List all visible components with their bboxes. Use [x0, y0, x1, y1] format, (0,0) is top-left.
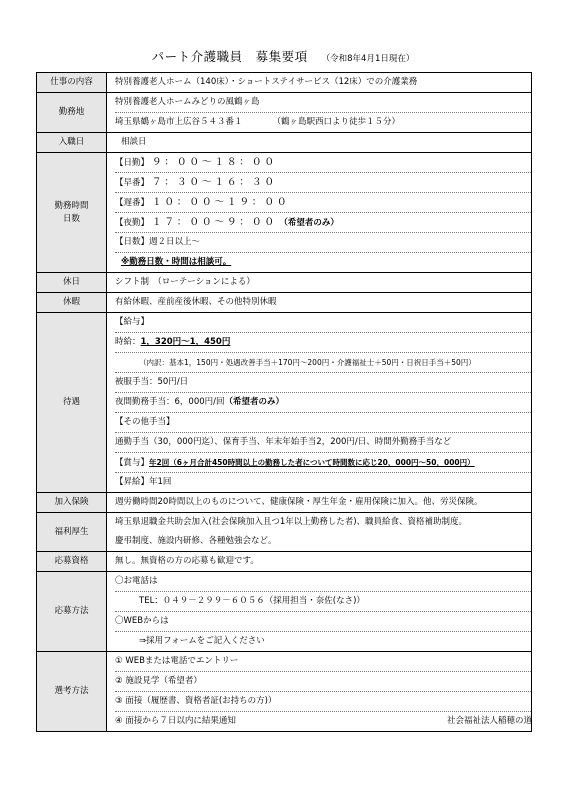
row-treatment [37, 313, 532, 493]
bonus: 【賞与】年2回（6ヶ月合計450時間以上の勤務した者について時間数に応じ20，000円～50，000円） [115, 452, 531, 472]
apply-web: ⇒採用フォームをご記入ください [115, 631, 531, 651]
apply-web-heading: 〇WEBからは [115, 611, 531, 631]
selection-step-1: ① WEBまたは電話でエントリー [115, 656, 239, 666]
label-treatment: 待遇 [37, 313, 107, 493]
location-access: （鶴ヶ島駅西口より徒歩１５分） [272, 117, 401, 127]
start-text: 相談日 [121, 137, 147, 147]
pay-heading: 【給与】 [115, 317, 150, 327]
other-allowance-heading: 【その他手当】 [115, 412, 531, 432]
page-title [0, 47, 566, 65]
label-leave: 休暇 [37, 293, 107, 313]
label-insurance: 加入保険 [37, 493, 107, 513]
shift-night: 【夜勤】 １７：００～９：００ （希望者のみ） [115, 212, 531, 232]
row-insurance [37, 493, 532, 513]
selection-step-4: ④ 面接から７日以内に結果通知 [115, 711, 531, 731]
title-main: パート介護職員 募集要項 [151, 49, 308, 64]
location-address: 埼玉県鶴ヶ島市上広谷５４３番１ [115, 117, 243, 127]
row-apply [37, 572, 532, 652]
qualification-text: 無し。無資格の方の応募も歓迎です。 [115, 556, 259, 566]
location-facility: 特別養護老人ホームみどりの風鶴ヶ島 [115, 97, 260, 107]
wage-breakdown: （内訳：基本1，150円・処遇改善手当＋170円～200円・介護福祉士＋50円・日祝日手当＋50円） [115, 352, 531, 372]
label-job: 仕事の内容 [37, 73, 107, 93]
shift-early: 【早番】 ７：３０～１６：３０ [115, 172, 531, 192]
work-days: 【日数】週２日以上～ [115, 232, 531, 252]
label-hours: 勤務時間 [54, 200, 89, 211]
organization-name: 社会福祉法人稲穂の道 [446, 716, 532, 726]
welfare-line-1: 埼玉県退職金共助会加入(社会保険加入且つ1年以上勤務した者)、職員給食、資格補助制度。 [115, 517, 468, 527]
label-apply: 応募方法 [37, 572, 107, 652]
selection-step-3: ③ 面接（履歴書、資格者証(お持ちの方)） [115, 691, 531, 711]
label-days: 日数 [62, 213, 80, 224]
requirements-table [36, 72, 532, 732]
row-qualification [37, 552, 532, 572]
row-location [37, 93, 532, 133]
label-qualification: 応募資格 [37, 552, 107, 572]
row-holiday [37, 273, 532, 293]
other-allowances: 通勤手当（30，000円迄）、保育手当、年末年始手当2，200円/日、時間外勤務手当など [115, 432, 531, 452]
label-location: 勤務地 [37, 93, 107, 133]
label-start: 入職日 [37, 133, 107, 153]
label-holiday: 休日 [37, 273, 107, 293]
label-welfare: 福利厚生 [37, 513, 107, 552]
raise: 【昇給】年1回 [115, 472, 531, 492]
holiday-text: シフト制 （ローテーションによる） [115, 277, 255, 287]
row-job [37, 73, 532, 93]
selection-step-2: ② 施設見学（希望者） [115, 671, 531, 691]
row-leave [37, 293, 532, 313]
apply-phone: TEL：０４９－２９９－６０５６（採用担当・奈佐(なさ)） [115, 591, 531, 611]
shift-day: 【日勤】 ９：００～１８：００ [115, 157, 277, 168]
hours-note: ※勤務日数・時間は相談可。 [121, 257, 232, 267]
row-welfare [37, 513, 532, 552]
leave-text: 有給休暇、産前産後休暇、その他特別休暇 [115, 297, 277, 307]
title-date: （令和8年4月1日現在） [321, 54, 415, 64]
insurance-text: 週労働時間20時間以上のものについて、健康保険・厚生年金・雇用保険に加入。他、労災保険。 [115, 497, 483, 507]
label-selection: 選考方法 [37, 652, 107, 732]
row-start [37, 133, 532, 153]
uniform-allowance: 被服手当：50円/日 [115, 372, 531, 392]
row-hours [37, 153, 532, 273]
shift-late: 【遅番】 １０：００～１９：００ [115, 192, 531, 212]
welfare-line-2: 慶弔制度、施設内研修、各種勉強会など。 [115, 536, 277, 546]
night-allowance: 夜間勤務手当：6，000円/回（希望者のみ） [115, 392, 531, 412]
hourly-wage: 時給：1，320円～1，450円 [115, 332, 531, 352]
apply-phone-heading: 〇お電話は [115, 576, 158, 586]
job-text: 特別養護老人ホーム（140床）・ショートステイサービス（12床）での介護業務 [115, 77, 418, 87]
